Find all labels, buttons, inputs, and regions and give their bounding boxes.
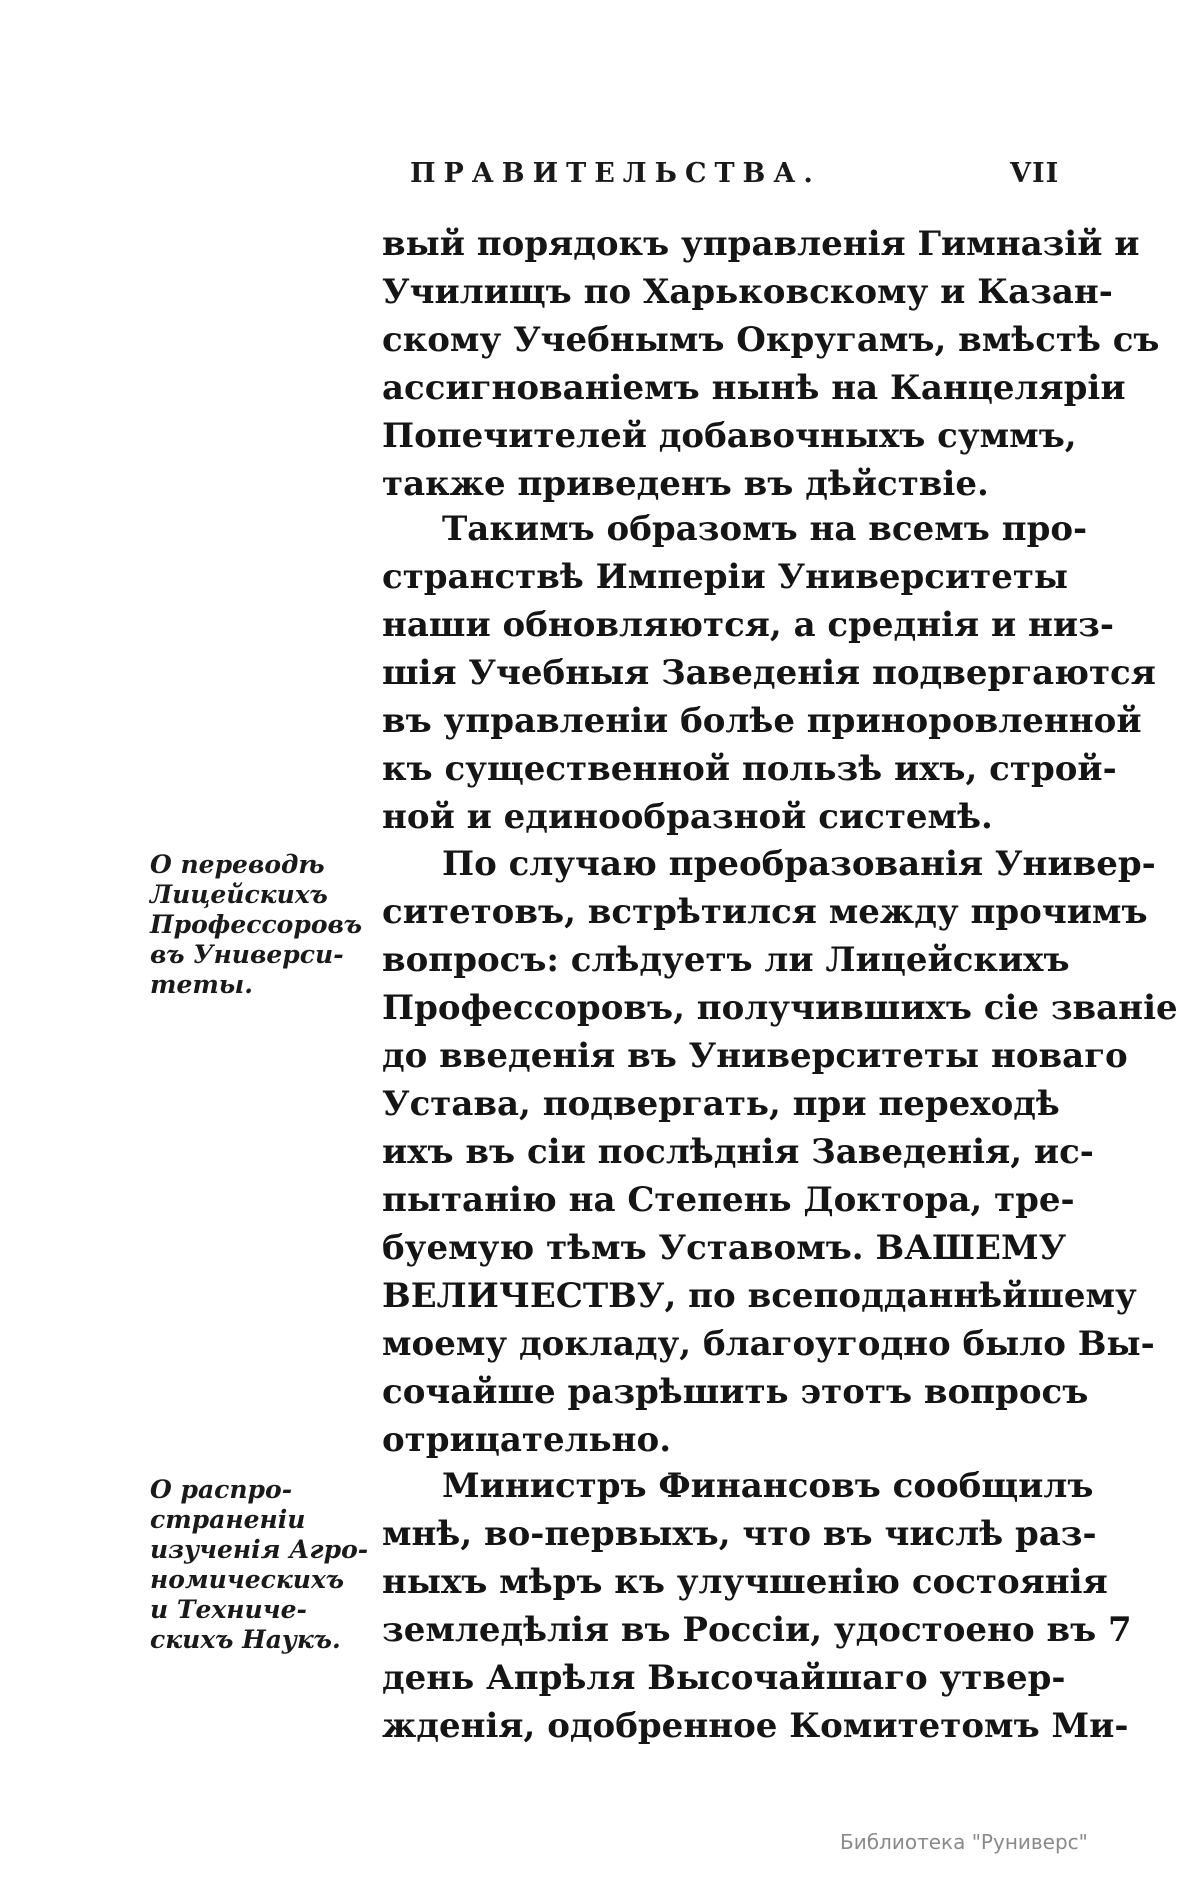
- margin-note-line: Профессоровъ: [150, 910, 363, 939]
- text-line: Такимъ образомъ на всемъ про-: [442, 509, 1088, 549]
- library-watermark: Библиотека "Руниверс": [840, 1830, 1088, 1854]
- text-line: шія Учебныя Заведенія подвергаются: [382, 653, 1156, 693]
- text-line: отрицательно.: [382, 1420, 672, 1460]
- text-line: ситетовъ, встрѣтился между прочимъ: [382, 892, 1148, 932]
- text-line: наши обновляются, а среднія и низ-: [382, 605, 1114, 645]
- text-line: къ существенной пользѣ ихъ, строй-: [382, 749, 1117, 789]
- text-line: буемую тѣмъ Уставомъ. ВАШЕМУ: [382, 1228, 1067, 1268]
- margin-note-line: номическихъ: [150, 1565, 345, 1594]
- text-line: жденія, одобренное Комитетомъ Ми-: [382, 1706, 1129, 1746]
- margin-note-line: О переводѣ: [150, 850, 325, 879]
- text-line: день Апрѣля Высочайшаго утвер-: [382, 1658, 1066, 1698]
- text-line: сочайше разрѣшить этотъ вопросъ: [382, 1372, 1089, 1412]
- running-head: ПРАВИТЕЛЬСТВА.: [410, 158, 821, 189]
- text-line: ихъ въ сіи послѣднія Заведенія, ис-: [382, 1132, 1094, 1172]
- text-line: Министръ Финансовъ сообщилъ: [442, 1466, 1094, 1506]
- text-line: также приведенъ въ дѣйствіе.: [382, 464, 989, 504]
- text-line: земледѣлія въ Россіи, удостоено въ 7: [382, 1610, 1132, 1650]
- margin-note-line: Лицейскихъ: [150, 880, 328, 909]
- text-line: моему докладу, благоугодно было Вы-: [382, 1324, 1155, 1364]
- margin-note-line: О распро-: [150, 1475, 293, 1504]
- text-line: ной и единообразной системѣ.: [382, 797, 993, 837]
- text-line: вопросъ: слѣдуетъ ли Лицейскихъ: [382, 940, 1070, 980]
- text-line: странствѣ Имперіи Университеты: [382, 557, 1069, 597]
- text-line: вый порядокъ управленія Гимназій и: [382, 224, 1140, 264]
- text-line: въ управленіи болѣе приноровленной: [382, 701, 1142, 741]
- text-line: ныхъ мѣръ къ улучшенію состоянія: [382, 1562, 1108, 1602]
- text-line: пытанію на Степень Доктора, тре-: [382, 1180, 1075, 1220]
- margin-note-line: изученія Агро-: [150, 1535, 369, 1564]
- margin-note-line: и Техниче-: [150, 1595, 307, 1624]
- margin-note-agronomic-sciences: [150, 1475, 369, 1655]
- paragraph-2: [382, 505, 1156, 841]
- paragraph-1: [382, 220, 1160, 508]
- page-number: VII: [1010, 158, 1060, 189]
- text-line: Профессоровъ, получившихъ сіе званіе: [382, 988, 1178, 1028]
- text-line: ассигнованіемъ нынѣ на Канцеляріи: [382, 368, 1126, 408]
- text-line: ВЕЛИЧЕСТВУ, по всеподданнѣйшему: [382, 1276, 1137, 1316]
- paragraph-4: [382, 1462, 1132, 1750]
- text-line: По случаю преобразованія Универ-: [442, 844, 1156, 884]
- text-line: скому Учебнымъ Округамъ, вмѣстѣ съ: [382, 320, 1160, 360]
- text-line: Училищъ по Харьковскому и Казан-: [382, 272, 1113, 312]
- text-line: Попечителей добавочныхъ суммъ,: [382, 416, 1077, 456]
- text-line: Устава, подвергать, при переходѣ: [382, 1084, 1060, 1124]
- margin-note-line: скихъ Наукъ.: [150, 1625, 341, 1654]
- text-line: мнѣ, во-первыхъ, что въ числѣ раз-: [382, 1514, 1097, 1554]
- margin-note-professors: [150, 850, 365, 1000]
- margin-note-line: въ Универси-: [150, 940, 344, 969]
- margin-note-line: теты.: [150, 970, 253, 999]
- paragraph-3: [382, 840, 1178, 1464]
- text-line: до введенія въ Университеты новаго: [382, 1036, 1128, 1076]
- margin-note-line: страненіи: [150, 1505, 306, 1534]
